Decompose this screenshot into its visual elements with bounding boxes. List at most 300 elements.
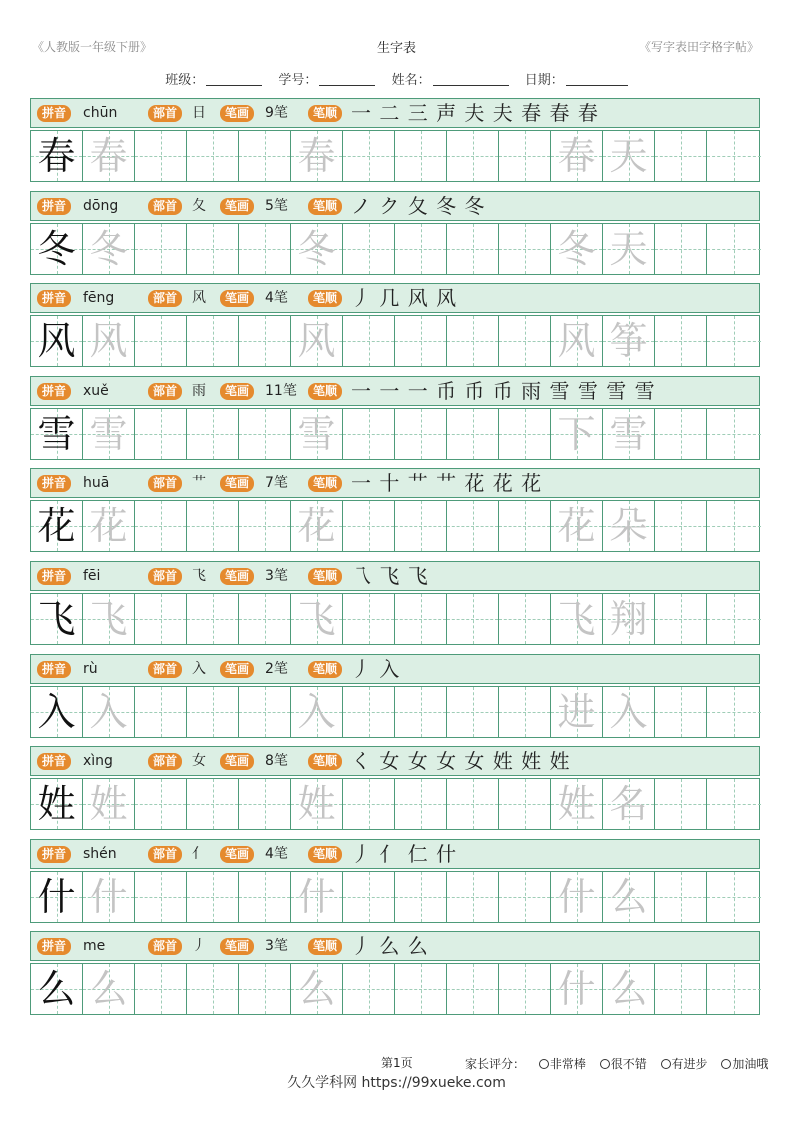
writing-cell[interactable] [239,409,291,459]
number-field[interactable] [278,73,375,88]
writing-cell[interactable] [291,501,343,551]
writing-cell[interactable] [135,224,187,274]
word-character-2: 筝 [609,319,648,363]
strokes-tag: 笔画 [220,753,254,770]
writing-cell[interactable] [499,501,551,551]
stroke-order: 一 十 艹 艹 花 花 花 [351,471,543,495]
writing-cell[interactable] [447,594,499,644]
trace-character: 春 [89,134,128,178]
writing-cell[interactable] [655,687,707,737]
writing-cell[interactable] [603,872,655,922]
tianzige-grid [30,223,760,275]
writing-cell[interactable] [187,872,239,922]
strokes-tag: 笔画 [220,661,254,678]
writing-cell[interactable] [135,316,187,366]
strokes-value: 3笔 [265,568,288,584]
order-tag: 笔顺 [308,661,342,678]
strokes-tag: 笔画 [220,383,254,400]
writing-cell[interactable] [655,501,707,551]
evaluation-option-4[interactable] [721,1057,768,1071]
writing-cell[interactable] [707,409,761,459]
writing-cell[interactable] [31,224,83,274]
radical-tag: 部首 [148,568,182,585]
trace-character: 雪 [297,412,336,456]
model-character: 风 [37,319,76,363]
trace-character: 什 [297,875,336,919]
tianzige-grid [30,593,760,645]
evaluation-option-3[interactable] [661,1057,708,1071]
word-character-1: 风 [557,319,596,363]
writing-cell[interactable] [499,687,551,737]
writing-cell[interactable] [135,687,187,737]
trace-character: 飞 [89,597,128,641]
writing-cell[interactable] [707,501,761,551]
book-title: 《人教版一年级下册》 [32,40,153,54]
writing-cell[interactable] [603,316,655,366]
writing-cell[interactable] [395,779,447,829]
character-block [30,931,762,1015]
option-label: 有进步 [671,1057,708,1071]
word-character-2: 雪 [609,412,648,456]
strokes-tag: 笔画 [220,938,254,955]
tianzige-grid [30,871,760,923]
writing-cell[interactable] [83,779,135,829]
tianzige-grid [30,686,760,738]
trace-character: 雪 [89,412,128,456]
trace-character: 姓 [297,782,336,826]
pinyin-value: xìng [83,753,113,769]
trace-character: 冬 [89,227,128,271]
writing-cell[interactable] [135,409,187,459]
writing-cell[interactable] [31,131,83,181]
site-watermark: 久久学科网 https://99xueke.com [287,1075,506,1091]
name-label: 姓名： [391,73,431,88]
writing-cell[interactable] [343,872,395,922]
pinyin-tag: 拼音 [37,846,71,863]
writing-cell[interactable] [343,594,395,644]
writing-cell[interactable] [239,872,291,922]
writing-cell[interactable] [499,224,551,274]
word-character-2: 么 [609,875,648,919]
writing-cell[interactable] [655,594,707,644]
writing-cell[interactable] [707,316,761,366]
pinyin-value: chūn [83,105,118,121]
writing-cell[interactable] [551,687,603,737]
word-character-2: 朵 [609,504,648,548]
writing-cell[interactable] [343,964,395,1014]
writing-cell[interactable] [395,964,447,1014]
writing-cell[interactable] [499,872,551,922]
stroke-order: く 女 女 女 女 姓 姓 姓 [351,749,571,773]
model-character: 么 [37,967,76,1011]
tianzige-grid [30,500,760,552]
writing-cell[interactable] [447,779,499,829]
trace-character: 么 [297,967,336,1011]
writing-cell[interactable] [83,872,135,922]
radical-tag: 部首 [148,383,182,400]
pinyin-tag: 拼音 [37,938,71,955]
writing-cell[interactable] [291,224,343,274]
writing-cell[interactable] [135,594,187,644]
word-character-1: 花 [557,504,596,548]
evaluation-option-2[interactable] [600,1057,647,1071]
writing-cell[interactable] [707,224,761,274]
writing-cell[interactable] [135,964,187,1014]
pinyin-value: xuě [83,383,109,399]
writing-cell[interactable] [187,687,239,737]
writing-cell[interactable] [187,224,239,274]
page-title: 生字表 [376,41,416,56]
writing-cell[interactable] [551,872,603,922]
writing-cell[interactable] [83,501,135,551]
class-blank[interactable] [206,73,262,86]
pinyin-tag: 拼音 [37,568,71,585]
radical-value: 飞 [192,568,206,584]
pinyin-tag: 拼音 [37,661,71,678]
writing-cell[interactable] [499,594,551,644]
strokes-value: 2笔 [265,661,288,677]
writing-cell[interactable] [291,316,343,366]
character-info-bar [30,561,760,591]
writing-cell[interactable] [655,964,707,1014]
writing-cell[interactable] [447,316,499,366]
strokes-tag: 笔画 [220,198,254,215]
writing-cell[interactable] [291,594,343,644]
writing-cell[interactable] [499,131,551,181]
trace-character: 入 [89,690,128,734]
character-block [30,191,762,275]
character-block [30,654,762,738]
writing-cell[interactable] [135,872,187,922]
character-block [30,98,762,182]
date-blank[interactable] [566,73,628,86]
writing-cell[interactable] [187,131,239,181]
writing-cell[interactable] [655,779,707,829]
writing-cell[interactable] [83,687,135,737]
writing-cell[interactable] [603,779,655,829]
word-character-1: 春 [557,134,596,178]
writing-cell[interactable] [499,779,551,829]
writing-cell[interactable] [395,594,447,644]
writing-cell[interactable] [395,131,447,181]
model-character: 雪 [37,412,76,456]
evaluation-option-1[interactable] [539,1057,586,1071]
writing-cell[interactable] [83,316,135,366]
writing-cell[interactable] [239,501,291,551]
stroke-order: 一 一 一 币 币 币 雨 雪 雪 雪 雪 [351,379,656,403]
writing-cell[interactable] [603,224,655,274]
writing-cell[interactable] [291,872,343,922]
name-field[interactable] [392,73,509,88]
writing-cell[interactable] [395,409,447,459]
strokes-value: 4笔 [265,846,288,862]
word-character-1: 冬 [557,227,596,271]
pinyin-value: shén [83,846,117,862]
writing-cell[interactable] [551,501,603,551]
writing-cell[interactable] [499,964,551,1014]
writing-cell[interactable] [83,131,135,181]
parent-evaluation [465,1055,768,1072]
writing-cell[interactable] [655,316,707,366]
stroke-order: 丿 亻 仁 什 [351,842,458,866]
order-tag: 笔顺 [308,383,342,400]
writing-cell[interactable] [239,316,291,366]
trace-character: 飞 [297,597,336,641]
writing-cell[interactable] [291,964,343,1014]
word-character-2: 么 [609,967,648,1011]
tianzige-grid [30,408,760,460]
stroke-order: 乁 飞 飞 [351,564,429,588]
character-info-bar [30,98,760,128]
strokes-tag: 笔画 [220,475,254,492]
character-info-bar [30,376,760,406]
writing-cell[interactable] [551,409,603,459]
writing-cell[interactable] [83,224,135,274]
writing-cell[interactable] [343,316,395,366]
word-character-1: 什 [557,875,596,919]
number-label: 学号： [278,73,318,88]
writing-cell[interactable] [343,501,395,551]
date-field[interactable] [525,73,628,88]
writing-cell[interactable] [655,131,707,181]
strokes-value: 7笔 [265,475,288,491]
trace-character: 春 [297,134,336,178]
writing-cell[interactable] [31,501,83,551]
evaluation-label: 家长评分： [465,1057,526,1071]
class-field[interactable] [165,73,262,88]
writing-cell[interactable] [499,316,551,366]
writing-cell[interactable] [343,131,395,181]
strokes-value: 5笔 [265,198,288,214]
writing-cell[interactable] [187,964,239,1014]
writing-cell[interactable] [395,224,447,274]
pinyin-tag: 拼音 [37,475,71,492]
model-character: 春 [37,134,76,178]
name-blank[interactable] [433,73,509,86]
writing-cell[interactable] [83,594,135,644]
writing-cell[interactable] [447,872,499,922]
strokes-value: 3笔 [265,938,288,954]
writing-cell[interactable] [343,779,395,829]
word-character-1: 姓 [557,782,596,826]
writing-cell[interactable] [395,687,447,737]
writing-cell[interactable] [187,316,239,366]
writing-cell[interactable] [707,594,761,644]
writing-cell[interactable] [291,779,343,829]
writing-cell[interactable] [291,687,343,737]
writing-cell[interactable] [603,131,655,181]
radical-value: 亻 [192,846,206,862]
trace-character: 风 [89,319,128,363]
option-label: 非常棒 [549,1057,586,1071]
model-character: 花 [37,504,76,548]
writing-cell[interactable] [447,964,499,1014]
workbook-title: 《写字表田字格字帖》 [638,40,759,54]
writing-cell[interactable] [395,501,447,551]
strokes-tag: 笔画 [220,568,254,585]
pinyin-value: huā [83,475,110,491]
writing-cell[interactable] [447,687,499,737]
trace-character: 姓 [89,782,128,826]
word-character-1: 飞 [557,597,596,641]
strokes-value: 11笔 [265,383,297,399]
radical-tag: 部首 [148,846,182,863]
radical-tag: 部首 [148,753,182,770]
writing-cell[interactable] [239,594,291,644]
pinyin-tag: 拼音 [37,198,71,215]
writing-cell[interactable] [291,131,343,181]
writing-cell[interactable] [135,131,187,181]
radical-value: 夂 [192,198,206,214]
writing-cell[interactable] [499,409,551,459]
writing-cell[interactable] [551,316,603,366]
radio-circle-icon [600,1059,610,1069]
writing-cell[interactable] [707,872,761,922]
tianzige-grid [30,130,760,182]
writing-cell[interactable] [83,964,135,1014]
character-info-bar [30,931,760,961]
writing-cell[interactable] [239,687,291,737]
student-info-line [0,69,793,88]
radical-value: 雨 [192,383,206,399]
order-tag: 笔顺 [308,938,342,955]
radical-value: 日 [192,105,206,121]
character-block [30,283,762,367]
writing-cell[interactable] [239,964,291,1014]
writing-cell[interactable] [187,409,239,459]
writing-cell[interactable] [31,687,83,737]
writing-cell[interactable] [603,409,655,459]
radio-circle-icon [721,1059,731,1069]
writing-cell[interactable] [707,779,761,829]
character-block [30,839,762,923]
writing-cell[interactable] [447,501,499,551]
writing-cell[interactable] [655,872,707,922]
date-label: 日期： [524,73,564,88]
pinyin-tag: 拼音 [37,753,71,770]
writing-cell[interactable] [551,779,603,829]
trace-character: 什 [89,875,128,919]
character-info-bar [30,191,760,221]
writing-cell[interactable] [447,131,499,181]
writing-cell[interactable] [551,964,603,1014]
trace-character: 花 [89,504,128,548]
tianzige-grid [30,315,760,367]
writing-cell[interactable] [707,964,761,1014]
writing-cell[interactable] [343,687,395,737]
order-tag: 笔顺 [308,846,342,863]
writing-cell[interactable] [551,224,603,274]
writing-cell[interactable] [31,872,83,922]
radical-value: 女 [192,753,206,769]
word-character-2: 翔 [609,597,648,641]
writing-cell[interactable] [707,687,761,737]
order-tag: 笔顺 [308,290,342,307]
radical-value: 艹 [192,475,206,491]
radio-circle-icon [661,1059,671,1069]
writing-cell[interactable] [291,409,343,459]
radical-value: 丿 [192,938,206,954]
writing-cell[interactable] [603,594,655,644]
number-blank[interactable] [319,73,375,86]
writing-cell[interactable] [239,131,291,181]
writing-cell[interactable] [31,964,83,1014]
writing-cell[interactable] [395,872,447,922]
option-label: 很不错 [610,1057,647,1071]
word-character-1: 下 [557,412,596,456]
trace-character: 花 [297,504,336,548]
writing-cell[interactable] [551,131,603,181]
writing-cell[interactable] [187,594,239,644]
writing-cell[interactable] [343,224,395,274]
model-character: 入 [37,690,76,734]
character-block [30,468,762,552]
writing-cell[interactable] [447,224,499,274]
writing-cell[interactable] [135,501,187,551]
order-tag: 笔顺 [308,198,342,215]
pinyin-value: fēi [83,568,101,584]
word-character-2: 入 [609,690,648,734]
model-character: 什 [37,875,76,919]
writing-cell[interactable] [187,779,239,829]
writing-cell[interactable] [655,409,707,459]
writing-cell[interactable] [31,779,83,829]
word-character-2: 天 [609,227,648,271]
trace-character: 么 [89,967,128,1011]
writing-cell[interactable] [187,501,239,551]
writing-cell[interactable] [239,779,291,829]
writing-cell[interactable] [83,409,135,459]
writing-cell[interactable] [31,409,83,459]
pinyin-tag: 拼音 [37,383,71,400]
stroke-order: 丿 么 么 [351,934,429,958]
order-tag: 笔顺 [308,105,342,122]
character-info-bar [30,654,760,684]
trace-character: 冬 [297,227,336,271]
writing-cell[interactable] [31,594,83,644]
strokes-value: 8笔 [265,753,288,769]
pinyin-value: dōng [83,198,119,214]
stroke-order: 丿 入 [351,657,401,681]
writing-cell[interactable] [239,224,291,274]
writing-cell[interactable] [707,131,761,181]
character-info-bar [30,283,760,313]
writing-cell[interactable] [343,409,395,459]
radical-tag: 部首 [148,938,182,955]
writing-cell[interactable] [603,964,655,1014]
character-info-bar [30,468,760,498]
writing-cell[interactable] [551,594,603,644]
writing-cell[interactable] [655,224,707,274]
writing-cell[interactable] [31,316,83,366]
tianzige-grid [30,963,760,1015]
pinyin-value: fēng [83,290,115,306]
writing-cell[interactable] [135,779,187,829]
stroke-order: ノ ク 夂 冬 冬 [351,194,486,218]
trace-character: 入 [297,690,336,734]
writing-cell[interactable] [603,687,655,737]
order-tag: 笔顺 [308,475,342,492]
strokes-tag: 笔画 [220,105,254,122]
radical-tag: 部首 [148,475,182,492]
pinyin-tag: 拼音 [37,290,71,307]
writing-cell[interactable] [447,409,499,459]
strokes-tag: 笔画 [220,290,254,307]
writing-cell[interactable] [395,316,447,366]
model-character: 姓 [37,782,76,826]
writing-cell[interactable] [603,501,655,551]
pinyin-tag: 拼音 [37,105,71,122]
